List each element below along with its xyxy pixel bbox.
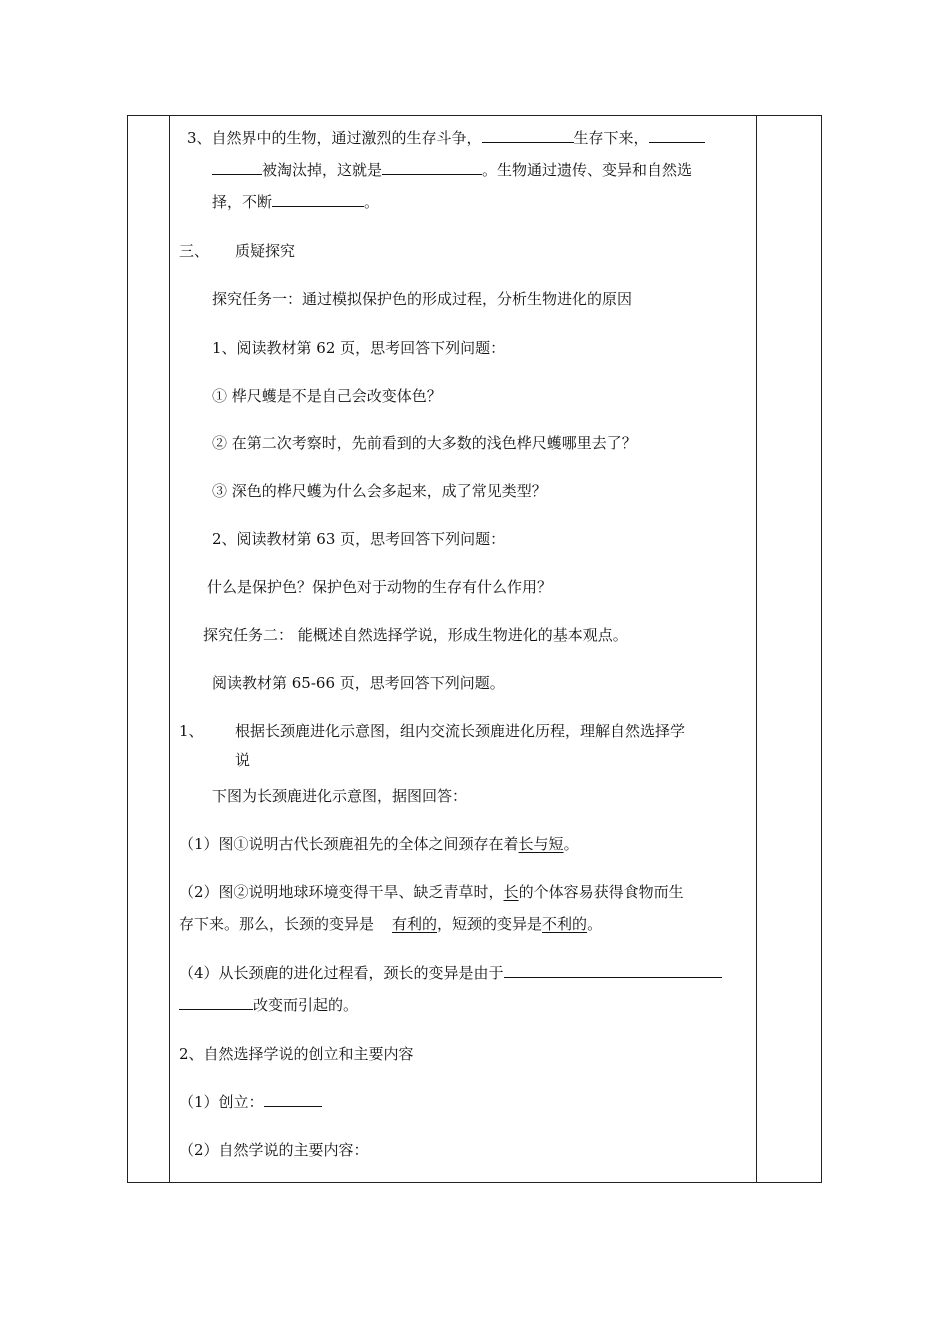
item2-sub2: （2）自然学说的主要内容： — [179, 1141, 369, 1159]
section-number: 三、 — [179, 242, 210, 260]
answer-blank[interactable] — [504, 963, 722, 978]
item2-title: 2、自然选择学说的创立和主要内容 — [179, 1045, 414, 1063]
task1-question-3: ③ 深色的桦尺蠖为什么会多起来，成了常见类型？ — [212, 482, 547, 500]
answer-blank[interactable] — [482, 128, 574, 143]
task1-question-2: ② 在第二次考察时，先前看到的大多数的浅色桦尺蠖哪里去了？ — [212, 434, 637, 452]
item1-text-b: 说 — [235, 751, 251, 769]
sub-question-2-line1: （2）图②说明地球环境变得干旱、缺乏青草时，长的个体容易获得食物而生 — [179, 883, 684, 901]
q3-line1: 3、自然界中的生物，通过激烈的生存斗争， 生存下来， — [187, 128, 705, 148]
filled-answer: 有利的 — [392, 915, 438, 933]
column-divider-right — [756, 115, 757, 1183]
filled-answer: 不利的 — [542, 915, 588, 933]
item2-sub1: （1）创立： — [179, 1092, 322, 1112]
answer-blank[interactable] — [382, 160, 482, 175]
task1-question-4: 什么是保护色？保护色对于动物的生存有什么作用？ — [207, 578, 553, 596]
task1-read2: 2、阅读教材第 63 页，思考回答下列问题： — [212, 530, 506, 548]
sub-question-4-line1: （4）从长颈鹿的进化过程看，颈长的变异是由于 — [179, 963, 722, 983]
q3-line3: 择，不断 。 — [212, 193, 380, 211]
task1-question-1: ① 桦尺蠖是不是自己会改变体色？ — [212, 387, 442, 405]
task1-title: 探究任务一：通过模拟保护色的形成过程，分析生物进化的原因 — [212, 290, 633, 308]
filled-answer: 长与短 — [518, 835, 564, 853]
worksheet-content — [169, 115, 756, 1183]
figure-intro: 下图为长颈鹿进化示意图，据图回答： — [212, 787, 468, 805]
q3-line2: 被淘汰掉，这就是 。生物通过遗传、变异和自然选 — [212, 160, 692, 180]
item1-number: 1、 — [179, 722, 204, 740]
item1-text-a: 根据长颈鹿进化示意图，组内交流长颈鹿进化历程，理解自然选择学 — [235, 722, 686, 740]
task2-read: 阅读教材第 65-66 页，思考回答下列问题。 — [212, 674, 505, 692]
answer-blank[interactable] — [212, 160, 262, 175]
sub-question-2-line2: 存下来。那么，长颈的变异是 有利的，短颈的变异是不利的。 — [179, 915, 603, 933]
answer-blank[interactable] — [649, 128, 705, 143]
answer-blank[interactable] — [272, 192, 364, 207]
task2-title: 探究任务二： 能概述自然选择学说，形成生物进化的基本观点。 — [203, 626, 628, 644]
answer-blank[interactable] — [264, 1092, 322, 1107]
section-title: 质疑探究 — [235, 242, 296, 260]
filled-answer: 长 — [503, 883, 519, 901]
sub-question-4-line2: 改变而引起的。 — [179, 995, 358, 1015]
task1-read1: 1、阅读教材第 62 页，思考回答下列问题： — [212, 339, 506, 357]
answer-blank[interactable] — [179, 995, 253, 1010]
sub-question-1: （1）图①说明古代长颈鹿祖先的全体之间颈存在着长与短。 — [179, 835, 579, 853]
